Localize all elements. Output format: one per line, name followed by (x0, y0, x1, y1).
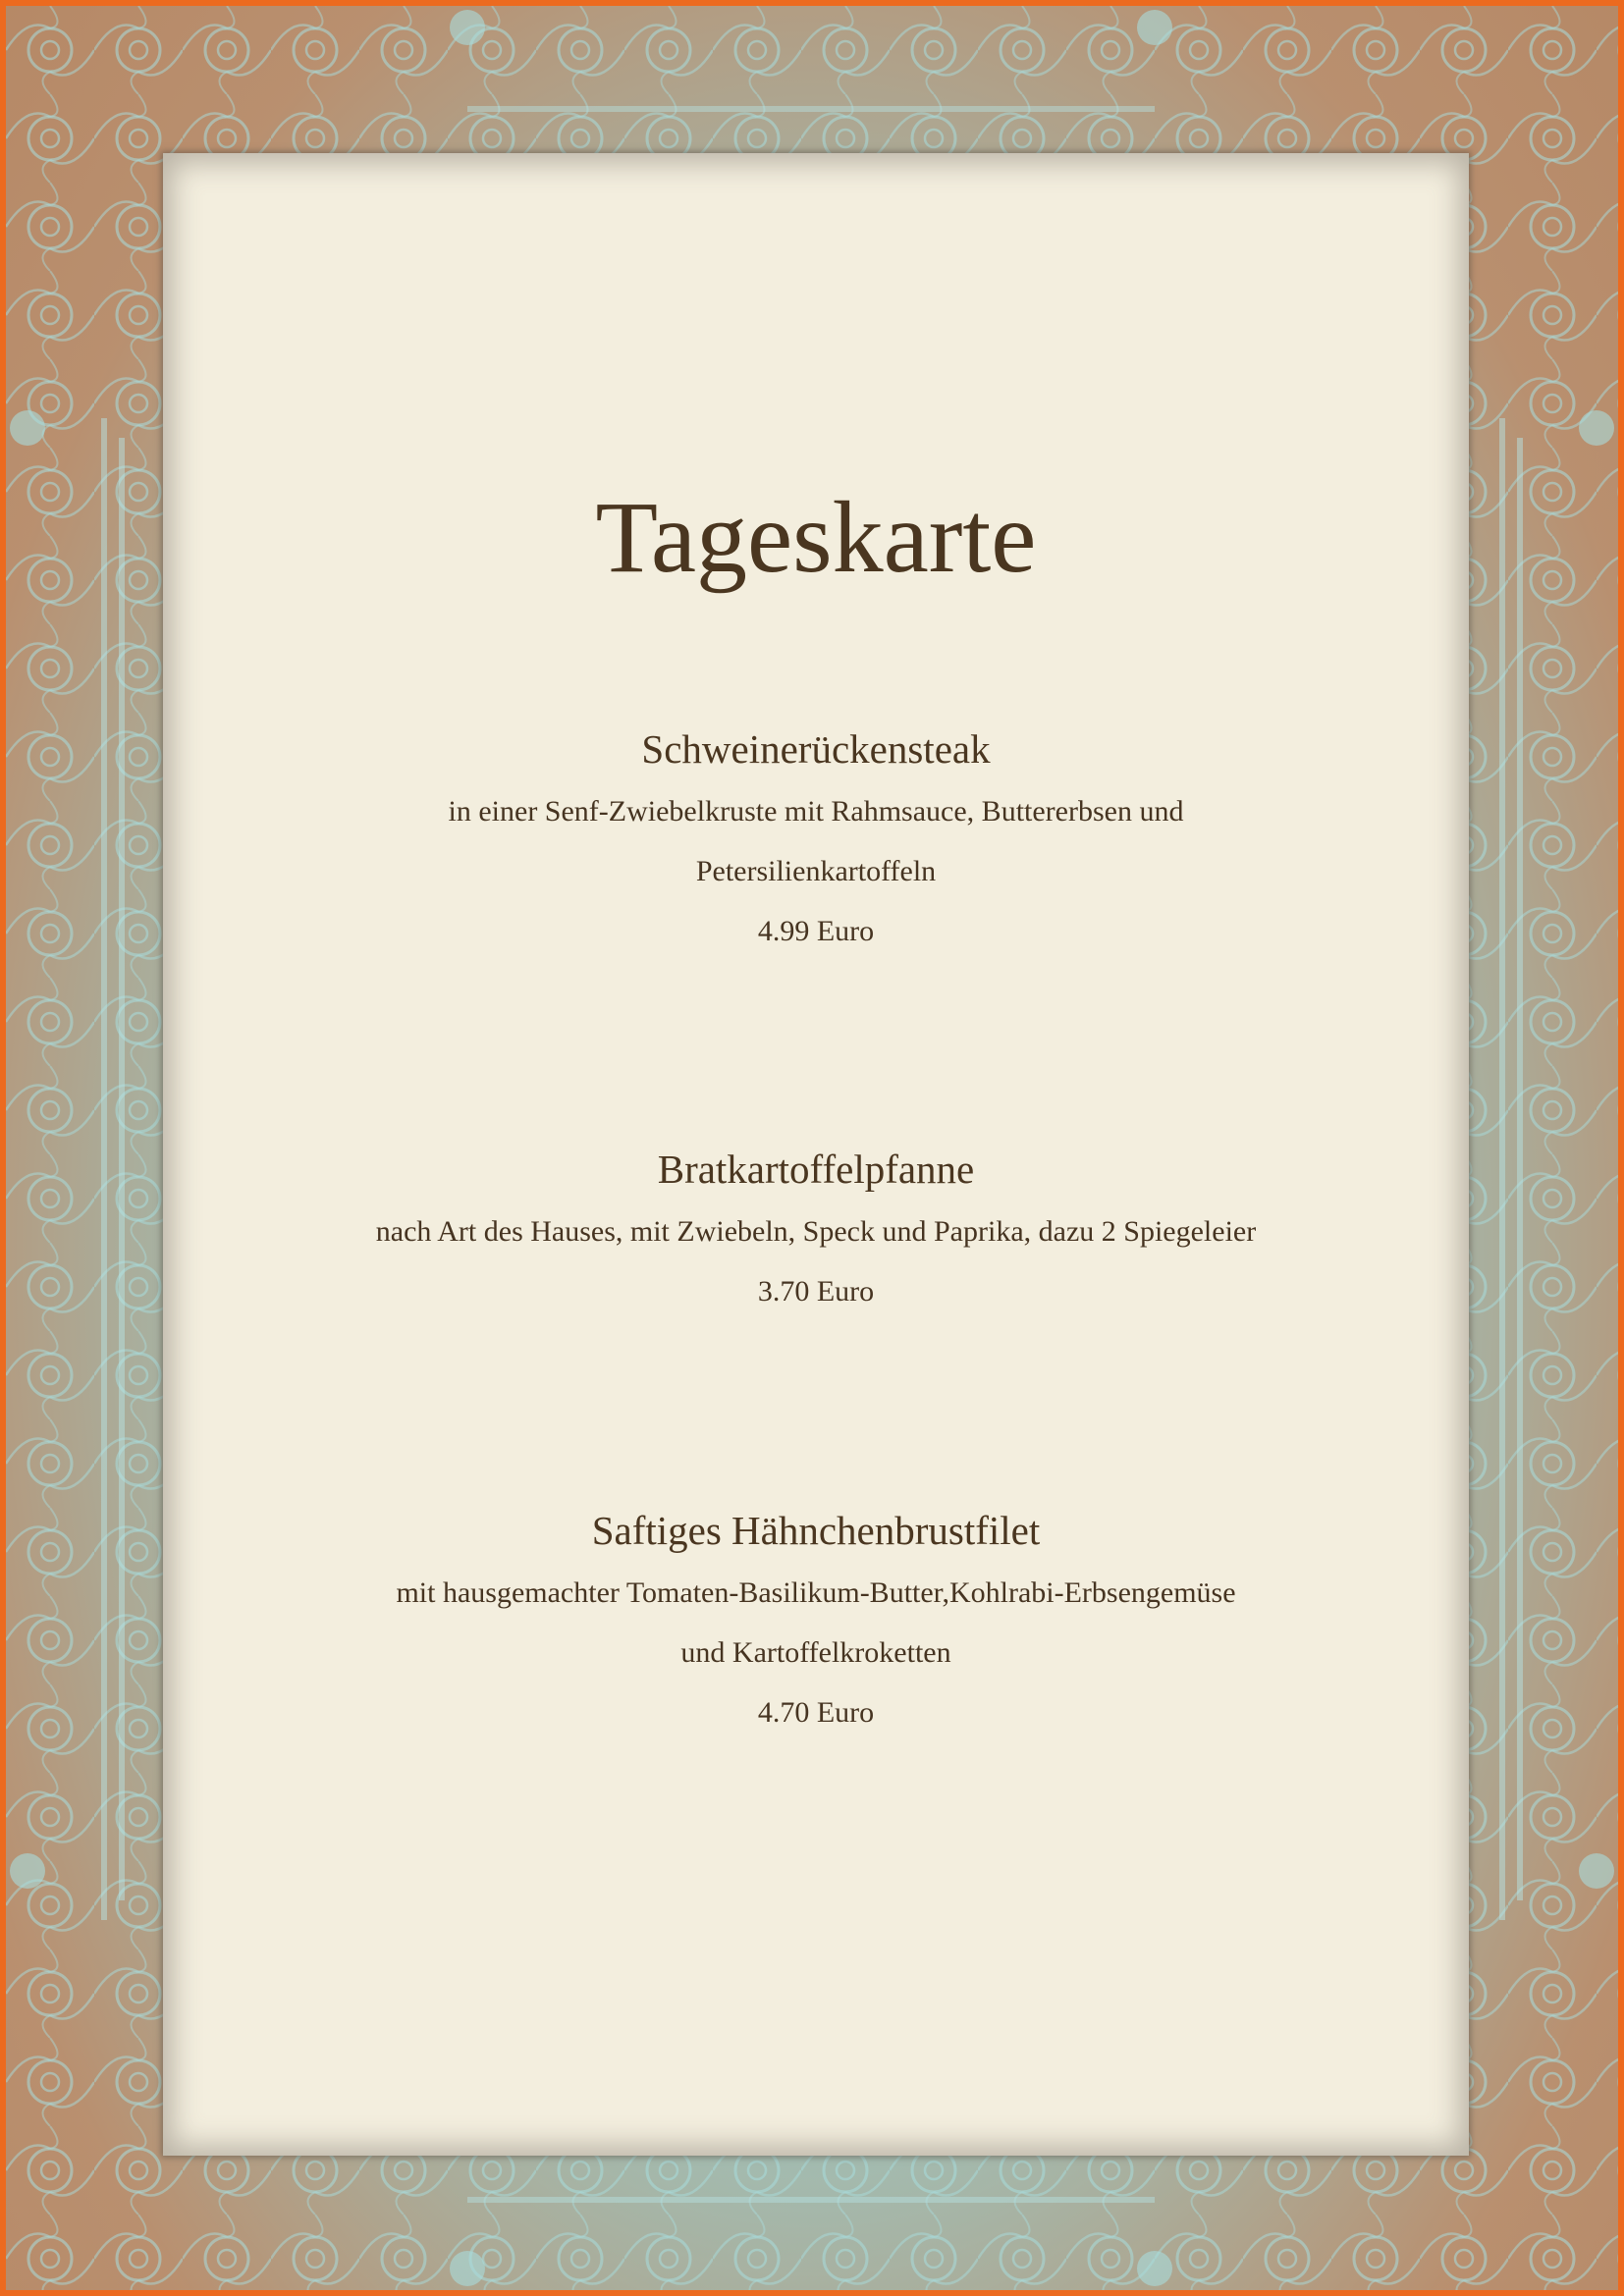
dish-description: und Kartoffelkroketten (680, 1636, 951, 1670)
menu-item (163, 1148, 1469, 1321)
dish-name: Saftiges Hähnchenbrustfilet (591, 1508, 1041, 1553)
dish-description: nach Art des Hauses, mit Zwiebeln, Speck und Paprika, dazu 2 Spiegeleier (375, 1215, 1257, 1249)
dish-price: 3.70 Euro (757, 1275, 875, 1308)
dish-description: in einer Senf-Zwiebelkruste mit Rahmsauce, Buttererbsen und (448, 795, 1184, 828)
menu-item (163, 727, 1469, 961)
dish-description: mit hausgemachter Tomaten-Basilikum-Butter,Kohlrabi-Erbsengemüse (396, 1576, 1236, 1610)
menu-title: Tageskarte (595, 481, 1037, 594)
dish-name: Bratkartoffelpfanne (657, 1147, 975, 1192)
dish-price: 4.70 Euro (757, 1696, 875, 1730)
menu-frame (6, 6, 1618, 2290)
dish-price: 4.99 Euro (757, 915, 875, 948)
dish-description: Petersilienkartoffeln (695, 855, 937, 888)
dish-name: Schweinerückensteak (641, 726, 991, 772)
menu-paper (163, 153, 1469, 2156)
menu-item (163, 1509, 1469, 1742)
